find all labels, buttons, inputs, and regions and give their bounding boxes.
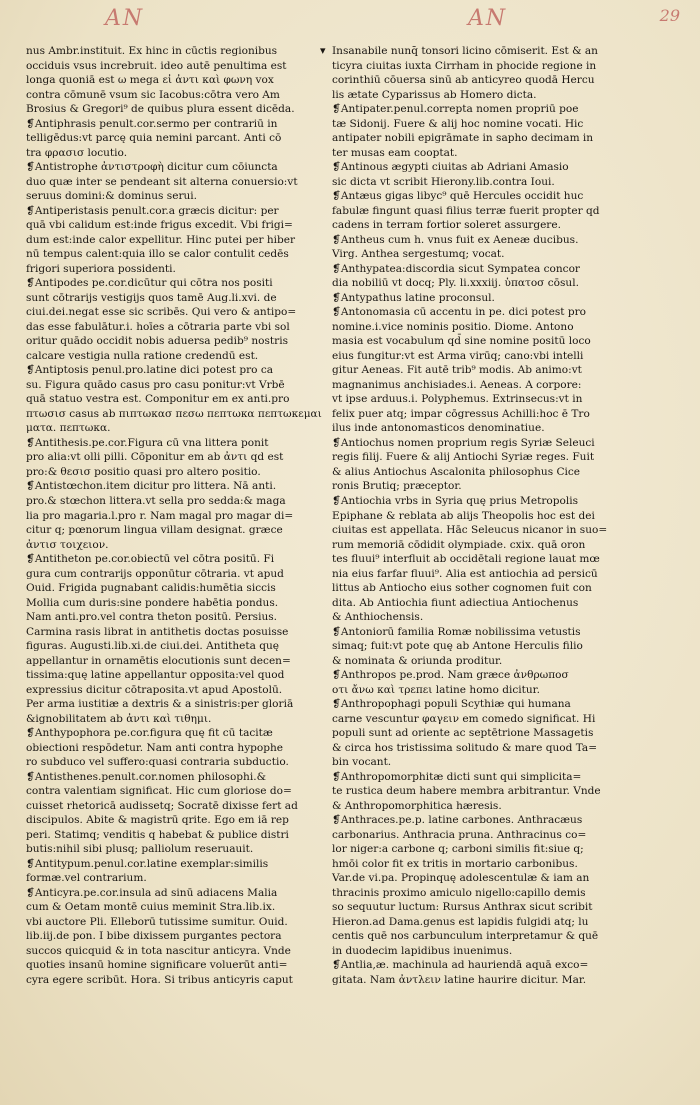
text-line: ❡Antiphrasis penult.cor.sermo per contrariū in xyxy=(26,117,278,130)
text-line: felix puer atq; impar cōgressus Achilli:hoc ē Tro xyxy=(332,407,590,420)
text-line: ro subduco vel suffero:quasi contraria subductio. xyxy=(26,756,289,769)
text-line: ❡Antheus cum h. vnus fuit ex Aeneæ ducibus. xyxy=(332,233,579,246)
text-line: ❡Antiptosis penul.pro.latine dici potest pro ca xyxy=(26,364,274,377)
text-line: Carmina rasis librat in antithetis doctas posuisse xyxy=(26,625,289,638)
text-line: cum & Oetam montē cuius meminit Stra.lib.ix. xyxy=(26,901,276,914)
text-line: lia pro magaria.l.pro r. Nam magal pro magar di= xyxy=(26,509,294,522)
text-line: succos quicquid & in tota nascitur anticyra. Vnde xyxy=(26,944,291,957)
text-line: cyra egere scribūt. Hora. Si tribus anticyris caput xyxy=(26,974,293,986)
text-line: ronis Brutiq; præceptor. xyxy=(332,480,462,493)
column-marker-icon: ▾ xyxy=(320,44,326,57)
text-line: hmōi color fit ex tritis in mortario carbonibus. xyxy=(332,857,578,870)
text-line: ciuitas est appellata. Hāc Seleucus nicanor in suo= xyxy=(332,524,608,537)
text-line: in duodecim lapidibus inuenimus. xyxy=(332,944,513,957)
text-line: dum est:inde calor expellitur. Hinc putei per hiber xyxy=(26,233,296,246)
text-line: dia nobiliū vt docq; Ply. li.xxxiij. ὑπατοσ cōsul. xyxy=(332,277,579,290)
text-line: & nominata & oriunda proditur. xyxy=(332,654,503,667)
text-line: Ouid. Frigida pugnabant calidis:humētia siccis xyxy=(26,582,276,595)
text-line: sunt cōtrarijs vestigijs quos tamē Aug.li.xvi. de xyxy=(26,291,277,304)
text-line: contra cōmunē vsum sic Iacobus:cōtra vero Am xyxy=(26,88,280,101)
text-line: figuras. Augusti.lib.xi.de ciui.dei. Antitheta quę xyxy=(26,640,280,653)
text-line: quā vbi calidum est:inde frigus excedit. Vbi frigi= xyxy=(26,219,293,232)
handwritten-annotation-left: AN xyxy=(105,6,145,31)
text-line: seruus domini:& dominus serui. xyxy=(26,190,198,203)
text-line: carne vescuntur φαγειν em comedo significat. Hi xyxy=(332,712,596,725)
text-line: gura cum contrarijs opponūtur cōtraria. vt apud xyxy=(26,567,284,580)
text-line: Mollia cum duris:sine pondere habētia pondus. xyxy=(26,596,279,609)
text-line: & alius Antiochus Ascalonita philosophus Cice xyxy=(332,465,581,478)
text-line: ❡Antiochia vrbs in Syria quę prius Metropolis xyxy=(332,494,578,507)
text-line: vbi auctore Pli. Elleborū tutissime sumitur. Ouid. xyxy=(26,915,288,928)
text-line: tes fluui⁹ interfluit ab occidētali regione lauat mœ xyxy=(332,553,600,566)
text-line: ticyra ciuitas iuxta Cirrham in phocide regione in xyxy=(332,59,597,72)
text-line: thracinis proximo amiculo nigello:capillo demis xyxy=(332,886,586,899)
text-line: ❡Antinous ægypti ciuitas ab Adriani Amasio xyxy=(332,161,569,174)
text-line: cuisset rhetoricā audissetq; Socratē dixisse fert ad xyxy=(26,799,298,812)
text-line: οτι ἄνω καὶ τρεπει latine homo dicitur. xyxy=(332,683,540,696)
text-line: ❡Antoniorū familia Romæ nobilissima vetustis xyxy=(332,625,581,638)
text-line: ❡Anthypatea:discordia sicut Sympatea concor xyxy=(332,262,580,275)
text-line: ❡Antithesis.pe.cor.Figura cū vna littera ponit xyxy=(26,436,269,449)
text-line: discipulos. Abite & magistrū qrite. Ego em iā rep xyxy=(26,814,289,827)
text-line: carbonarius. Anthracia pruna. Anthracinus co= xyxy=(332,828,587,841)
text-line: rum memoriā cōdidit olympiade. cxix. quā oron xyxy=(332,538,586,551)
text-line: ❡Anthropos pe.prod. Nam græce ἀνθρωποσ xyxy=(332,669,569,682)
text-line: appellantur in ornamētis elocutionis sunt decen= xyxy=(26,654,291,667)
text-line: ❡Antlia,æ. machinula ad hauriendā aquā exco= xyxy=(332,959,589,972)
text-line: obiectioni respōdetur. Nam anti contra hypophe xyxy=(26,741,284,754)
text-line: pro:& θεσισ positio quasi pro altero positio. xyxy=(26,465,261,478)
text-line: quā statuo vestra est. Componitur em ex anti.pro xyxy=(26,393,290,406)
text-line: te rustica deum habere membra arbitrantur. Vnde xyxy=(332,785,601,798)
text-line: ❡Antypathus latine proconsul. xyxy=(332,291,495,304)
text-line: frigori superiora possidenti. xyxy=(26,262,176,275)
text-line: cadens in terram fortior soleret assurgere. xyxy=(332,219,561,232)
text-line: bin vocant. xyxy=(332,756,392,769)
text-line: formæ.vel contrarium. xyxy=(26,872,147,885)
text-line: so sequutur luctum: Rursus Anthrax sicut scribit xyxy=(332,901,593,914)
text-line: butis:nihil sibi plusq; palliolum reseruauit. xyxy=(26,843,254,856)
text-line: nus Ambr.instituit. Ex hinc in cūctis regionibus xyxy=(26,45,278,57)
text-line: nomine.i.vice nominis positio. Diome. Antono xyxy=(332,320,574,333)
text-line: oritur quādo occidit nobis aduersa pedib⁹ nostris xyxy=(26,335,288,348)
text-line: ❡Anthropomorphitæ dicti sunt qui simplicita= xyxy=(332,770,582,783)
text-line: & Anthiochensis. xyxy=(332,611,424,624)
text-line: ter musas eam cooptat. xyxy=(332,146,458,159)
text-line: tra φρασισ locutio. xyxy=(26,146,128,159)
text-line: ❡Antipater.penul.correpta nomen propriū poe xyxy=(332,103,579,116)
text-line: regis filij. Fuere & alij Antiochi Syriæ reges. Fuit xyxy=(332,451,595,464)
text-line: ❡Antonomasia cū accentu in pe. dici potest pro xyxy=(332,306,586,319)
text-line: ❡Antæus gigas libyc⁹ quē Hercules occidit huc xyxy=(332,190,584,203)
text-line: Per arma iustitiæ a dextris & a sinistris:per gloriā xyxy=(26,698,294,711)
text-line: littus ab Antiocho eius sother cognomen fuit con xyxy=(332,582,592,595)
text-line: das esse fabulātur.i. hoīes a cōtraria parte vbi sol xyxy=(26,320,290,333)
text-line: longa quoniā est ω mega εἰ ἀντι καὶ φωνη vox xyxy=(26,74,274,87)
text-line: eius fungitur:vt est Arma virūq; cano:vbi intelli xyxy=(332,349,584,362)
text-line: masia est vocabulum qd̄ sine nomine positū loco xyxy=(332,335,591,348)
text-line: Brosius & Gregori⁹ de quibus plura essent dicēda. xyxy=(26,103,295,116)
right-text-column xyxy=(332,44,608,988)
text-line: corinthiū cōuersa sinū ab anticyreo quodā Hercu xyxy=(332,74,595,87)
text-line: ἀντισ τοιχειον. xyxy=(26,538,109,551)
text-line: tæ Sidonij. Fuere & alij hoc nomine vocati. Hic xyxy=(332,117,584,130)
text-line: nū tempus calent:quia illo se calor contulit cedēs xyxy=(26,248,289,261)
text-line: pro alia:vt olli pilli. Cōponitur em ab ἀντι qd est xyxy=(26,451,284,464)
text-line: quoties insanū homine significare voluerūt anti= xyxy=(26,959,288,972)
text-line: tissima:quę latine appellantur opposita:vel quod xyxy=(26,669,285,682)
text-line: ❡Antitypum.penul.cor.latine exemplar:similis xyxy=(26,857,269,870)
handwritten-annotation-right: AN xyxy=(468,6,508,31)
text-line: &ignobilitatem ab ἀντι καὶ τιθημι. xyxy=(26,712,212,725)
text-line: Nam anti.pro.vel contra theton positū. Persius. xyxy=(26,611,277,624)
text-line: pro.& stœchon littera.vt sella pro sedda:& maga xyxy=(26,494,286,507)
text-line: populi sunt ad oriente ac septētrione Massagetis xyxy=(332,727,594,740)
text-line: ❡Anthypophora pe.cor.figura quę fit cū tacitæ xyxy=(26,727,273,740)
text-line: fabulæ fingunt quasi filius terræ fuerit propter qd xyxy=(332,204,600,217)
text-line: lib.iij.de pon. I bibe dixissem purgantes pectora xyxy=(26,930,282,943)
text-line: nia eius farfar fluui⁹. Alia est antiochia ad persicū xyxy=(332,567,598,580)
text-line: contra valentiam significat. Hic cum gloriose do= xyxy=(26,785,292,798)
column-gutter xyxy=(314,44,315,1004)
text-line: ματα. πεπτωκα. xyxy=(26,422,111,435)
text-line: ❡Antipodes pe.cor.dicūtur qui cōtra nos positi xyxy=(26,277,273,290)
text-line: ❡Antistrophe ἀντιστροφὴ dicitur cum cōiuncta xyxy=(26,161,278,174)
text-line: ❡Antiperistasis penult.cor.a græcis dicitur: per xyxy=(26,204,279,217)
text-line: lor niger:a carbone q; carboni similis fit:siue q; xyxy=(332,843,584,856)
text-line: citur q; pœnorum lingua villam designat. græce xyxy=(26,524,283,537)
text-line: Hieron.ad Dama.genus est lapidis fulgidi atq; lu xyxy=(332,915,589,928)
text-line: calcare vestigia nulla ratione credendū est. xyxy=(26,349,259,362)
text-line: ❡Antistœchon.item dicitur pro littera. Nā anti. xyxy=(26,480,277,493)
text-line: expressius dicitur cōtraposita.vt apud Apostolū. xyxy=(26,683,283,696)
text-line: dita. Ab Antiochia fiunt adiectiua Antiochenus xyxy=(332,596,579,609)
text-line: Epiphane & reblata ab alijs Theopolis hoc est dei xyxy=(332,509,595,522)
text-line: Virg. Anthea sergestumq; vocat. xyxy=(332,248,505,261)
text-line: ❡Antiochus nomen proprium regis Syriæ Seleuci xyxy=(332,436,595,449)
text-line: peri. Statimq; venditis q habebat & publice distri xyxy=(26,828,289,841)
text-line: vt ipse arduus.i. Polyphemus. Extrinsecus:vt in xyxy=(332,393,583,406)
text-line: magnanimus anchisiades.i. Aeneas. A corpore: xyxy=(332,378,582,391)
text-line: lis ætate Cyparissus ab Homero dicta. xyxy=(332,88,537,101)
text-line: ❡Antitheton pe.cor.obiectū vel cōtra positū. Fi xyxy=(26,553,275,566)
text-line: & circa hos tristissima solitudo & mare quod Ta= xyxy=(332,741,598,754)
text-line: simaq; fuit:vt pote quę ab Antone Herculis filio xyxy=(332,640,583,653)
text-line: ❡Anthropophagi populi Scythiæ qui humana xyxy=(332,698,571,711)
text-line: ilus inde antonomasticos denominatiue. xyxy=(332,422,545,435)
text-line: occiduis vsus increbruit. ideo autē penultima est xyxy=(26,59,287,72)
text-line: sic dicta vt scribit Hierony.lib.contra Ioui. xyxy=(332,175,555,188)
text-line: ❡Antisthenes.penult.cor.nomen philosophi.& xyxy=(26,770,266,783)
text-line: duo quæ inter se pendeant sit alterna conuersio:vt xyxy=(26,175,298,188)
text-line: centis quē nos carbunculum interpretamur & quē xyxy=(332,930,599,943)
text-line: πτωσισ casus ab πιπτωκασ πεσω πεπτωκα πεπτωκεμαι xyxy=(26,407,322,420)
text-line: telligēdus:vt parcę quia nemini parcant. Anti cō xyxy=(26,132,282,145)
folio-number: 29 xyxy=(659,6,680,25)
left-text-column xyxy=(26,44,322,988)
text-line: su. Figura quādo casus pro casu ponitur:vt Vrbē xyxy=(26,378,285,391)
text-line: ❡Anthraces.pe.p. latine carbones. Anthracæus xyxy=(332,814,583,827)
text-line: Var.de vi.pa. Propinquę adolescentulæ & iam an xyxy=(332,872,590,885)
text-line: gitata. Nam ἀντλειν latine haurire dicitur. Mar. xyxy=(332,974,587,986)
text-line: gitur Aeneas. Fit autē trib⁹ modis. Ab animo:vt xyxy=(332,364,582,377)
text-line: ❡Anticyra.pe.cor.insula ad sinū adiacens Malia xyxy=(26,886,278,899)
text-line: antipater nobili epigrāmate in sapho decimam in xyxy=(332,132,594,145)
text-line: Insanabile nunq̄ tonsori licino cōmiserit. Est & an xyxy=(332,45,598,57)
text-line: ciui.dei.negat esse sic scribēs. Qui vero & antipo= xyxy=(26,306,297,319)
text-line: & Anthropomorphitica hæresis. xyxy=(332,799,502,812)
